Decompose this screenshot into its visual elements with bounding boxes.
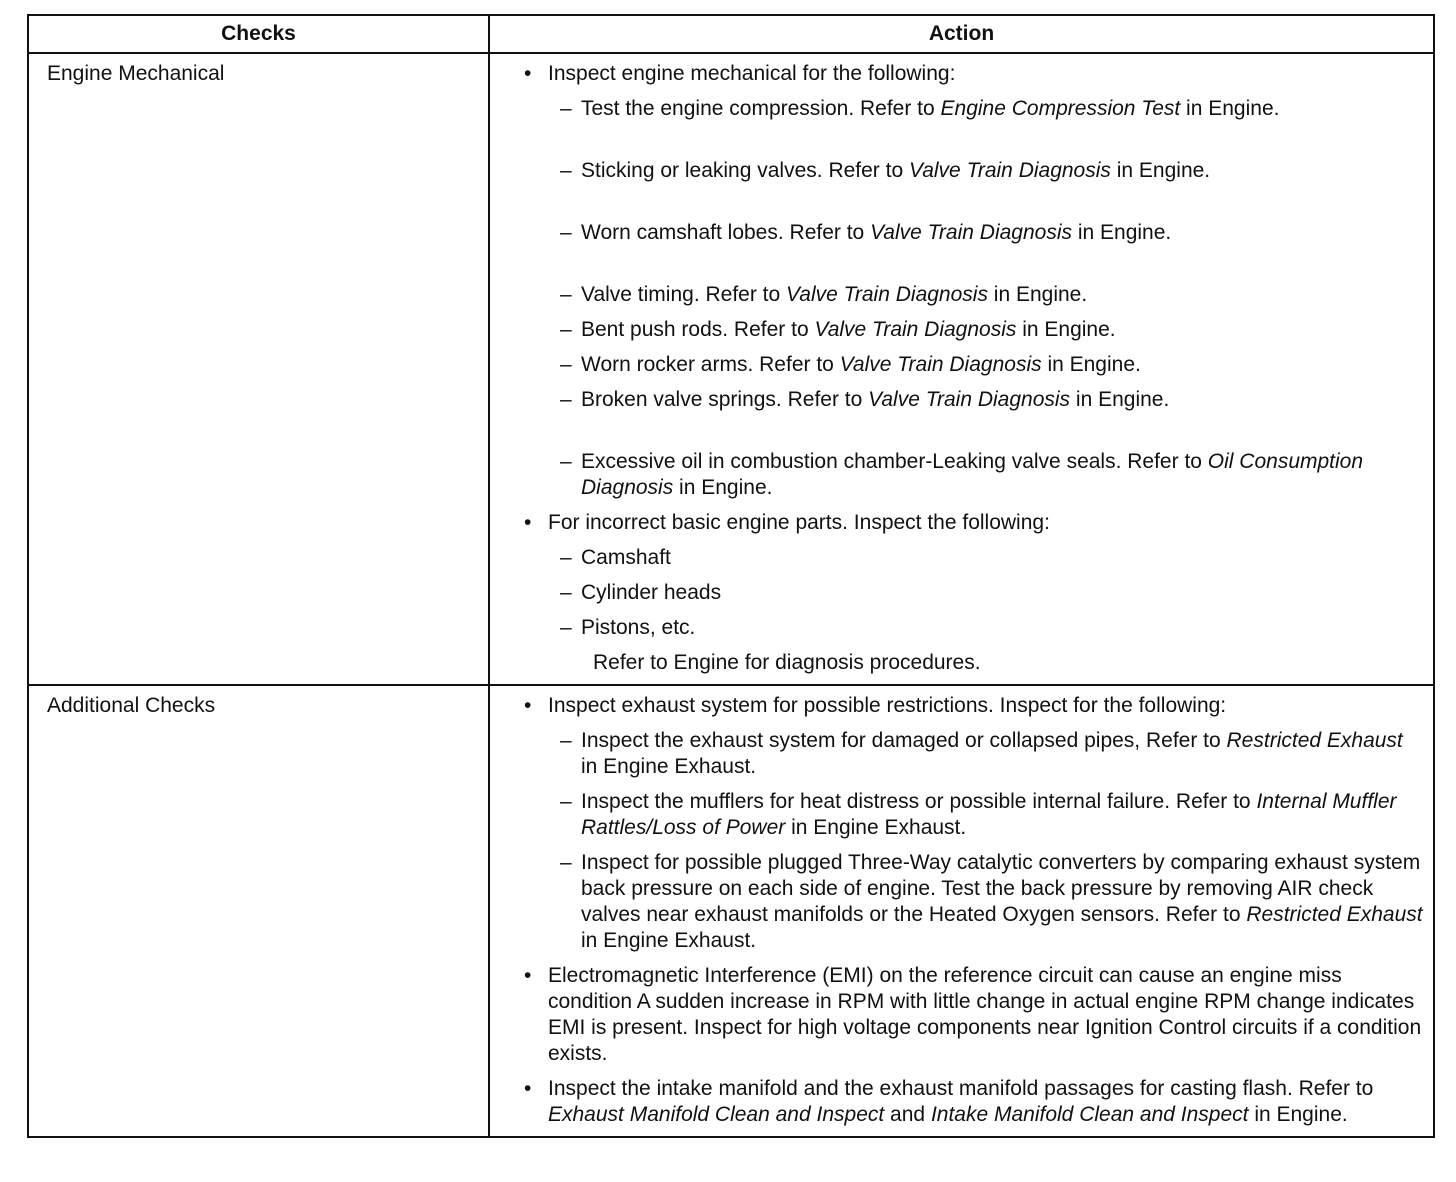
reference-title: Internal Muffler Rattles/Loss of Power bbox=[581, 790, 1397, 839]
item-text: in Engine. bbox=[987, 283, 1088, 306]
bullet-item bbox=[524, 963, 1423, 1067]
reference-title: Valve Train Diagnosis bbox=[814, 318, 1017, 341]
sub-item bbox=[524, 545, 1423, 571]
action-cell bbox=[489, 53, 1434, 685]
dash-icon: – bbox=[560, 221, 572, 244]
item-text: Valve timing. Refer to bbox=[581, 283, 787, 306]
item-text: Worn rocker arms. Refer to bbox=[581, 353, 840, 376]
dash-icon: – bbox=[560, 851, 572, 874]
reference-title: Valve Train Diagnosis bbox=[868, 388, 1071, 411]
note-item bbox=[524, 650, 1423, 676]
bullet-icon: • bbox=[524, 511, 532, 534]
reference-title: Engine Compression Test bbox=[940, 97, 1181, 120]
item-text: in Engine. bbox=[1070, 388, 1170, 411]
item-text: Refer to Engine for diagnosis procedures. bbox=[593, 651, 981, 674]
bullet-icon: • bbox=[524, 964, 532, 987]
reference-title: Valve Train Diagnosis bbox=[839, 353, 1042, 376]
item-text: For incorrect basic engine parts. Inspect the following: bbox=[548, 511, 1050, 534]
item-text: Camshaft bbox=[581, 546, 671, 569]
bullet-icon: • bbox=[524, 1077, 532, 1100]
item-text: Bent push rods. Refer to bbox=[581, 318, 815, 341]
bullet-icon: • bbox=[524, 62, 532, 85]
header-checks: Checks bbox=[28, 15, 489, 53]
diagnosis-table bbox=[27, 14, 1435, 1138]
sub-item bbox=[524, 158, 1423, 184]
check-cell: Additional Checks bbox=[28, 685, 489, 1137]
dash-icon: – bbox=[560, 450, 572, 473]
reference-title: Restricted Exhaust bbox=[1226, 729, 1403, 752]
bullet-icon: • bbox=[524, 694, 532, 717]
dash-icon: – bbox=[560, 388, 572, 411]
item-text: Inspect for possible plugged Three-Way catalytic converters by comparing exhaust system back pressure on each side of engine. Test the back pressure by removing AIR check valves near exhaust manifolds or the Heated Oxygen sensors. Refer to bbox=[581, 851, 1421, 926]
sub-item bbox=[524, 449, 1423, 501]
bullet-item bbox=[524, 693, 1423, 719]
reference-title: Valve Train Diagnosis bbox=[908, 159, 1111, 182]
table-row bbox=[28, 685, 1434, 1137]
sub-item bbox=[524, 352, 1423, 378]
item-text: in Engine. bbox=[673, 476, 773, 499]
dash-icon: – bbox=[560, 353, 572, 376]
item-text: Inspect the intake manifold and the exhaust manifold passages for casting flash. Refer to bbox=[548, 1077, 1374, 1100]
item-text: Excessive oil in combustion chamber-Leaking valve seals. Refer to bbox=[581, 450, 1208, 473]
item-text: Electromagnetic Interference (EMI) on the reference circuit can cause an engine miss condition A sudden increase in RPM with little change in actual engine RPM change indicates EMI is present. Inspect for high voltage components near Ignition Control circuits if a condition exists. bbox=[548, 964, 1422, 1065]
dash-icon: – bbox=[560, 790, 572, 813]
dash-icon: – bbox=[560, 581, 572, 604]
sub-item bbox=[524, 387, 1423, 413]
item-text: in Engine Exhaust. bbox=[581, 755, 757, 778]
sub-item bbox=[524, 789, 1423, 841]
reference-title: Valve Train Diagnosis bbox=[870, 221, 1072, 244]
reference-title: Intake Manifold Clean and Inspect bbox=[930, 1103, 1249, 1126]
table-row bbox=[28, 53, 1434, 685]
check-cell: Engine Mechanical bbox=[28, 53, 489, 685]
item-text: Broken valve springs. Refer to bbox=[581, 388, 869, 411]
item-text: Cylinder heads bbox=[581, 581, 722, 604]
item-text: Test the engine compression. Refer to bbox=[581, 97, 941, 120]
sub-item bbox=[524, 317, 1423, 343]
sub-item bbox=[524, 96, 1423, 122]
bullet-item bbox=[524, 510, 1423, 536]
sub-item bbox=[524, 728, 1423, 780]
item-text: Inspect engine mechanical for the following: bbox=[548, 62, 956, 85]
sub-item bbox=[524, 282, 1423, 308]
sub-item bbox=[524, 615, 1423, 641]
dash-icon: – bbox=[560, 729, 572, 752]
item-text: and bbox=[884, 1103, 931, 1126]
bullet-item bbox=[524, 61, 1423, 87]
item-text: Sticking or leaking valves. Refer to bbox=[581, 159, 909, 182]
dash-icon: – bbox=[560, 159, 572, 182]
dash-icon: – bbox=[560, 318, 572, 341]
item-text: in Engine. bbox=[1180, 97, 1280, 120]
item-text: in Engine. bbox=[1248, 1103, 1348, 1126]
item-text: Pistons, etc. bbox=[581, 616, 696, 639]
item-text: in Engine. bbox=[1110, 159, 1211, 182]
item-text: Inspect exhaust system for possible restrictions. Inspect for the following: bbox=[548, 694, 1227, 717]
reference-title: Restricted Exhaust bbox=[1246, 903, 1423, 926]
dash-icon: – bbox=[560, 283, 572, 306]
item-text: Inspect the mufflers for heat distress or possible internal failure. Refer to bbox=[581, 790, 1257, 813]
action-cell bbox=[489, 685, 1434, 1137]
item-text: in Engine. bbox=[1072, 221, 1172, 244]
dash-icon: – bbox=[560, 546, 572, 569]
item-text: Worn camshaft lobes. Refer to bbox=[581, 221, 871, 244]
dash-icon: – bbox=[560, 97, 572, 120]
sub-item bbox=[524, 220, 1423, 246]
header-row bbox=[28, 15, 1434, 53]
reference-title: Valve Train Diagnosis bbox=[786, 283, 988, 306]
item-text: in Engine Exhaust. bbox=[581, 929, 757, 952]
dash-icon: – bbox=[560, 616, 572, 639]
item-text: Inspect the exhaust system for damaged or collapsed pipes, Refer to bbox=[581, 729, 1227, 752]
item-text: in Engine Exhaust. bbox=[785, 816, 967, 839]
sub-item bbox=[524, 580, 1423, 606]
reference-title: Exhaust Manifold Clean and Inspect bbox=[548, 1103, 885, 1126]
item-text: in Engine. bbox=[1016, 318, 1116, 341]
reference-title: Oil Consumption Diagnosis bbox=[581, 450, 1364, 499]
bullet-item bbox=[524, 1076, 1423, 1128]
item-text: in Engine. bbox=[1041, 353, 1141, 376]
header-action: Action bbox=[489, 15, 1434, 53]
sub-item bbox=[524, 850, 1423, 954]
